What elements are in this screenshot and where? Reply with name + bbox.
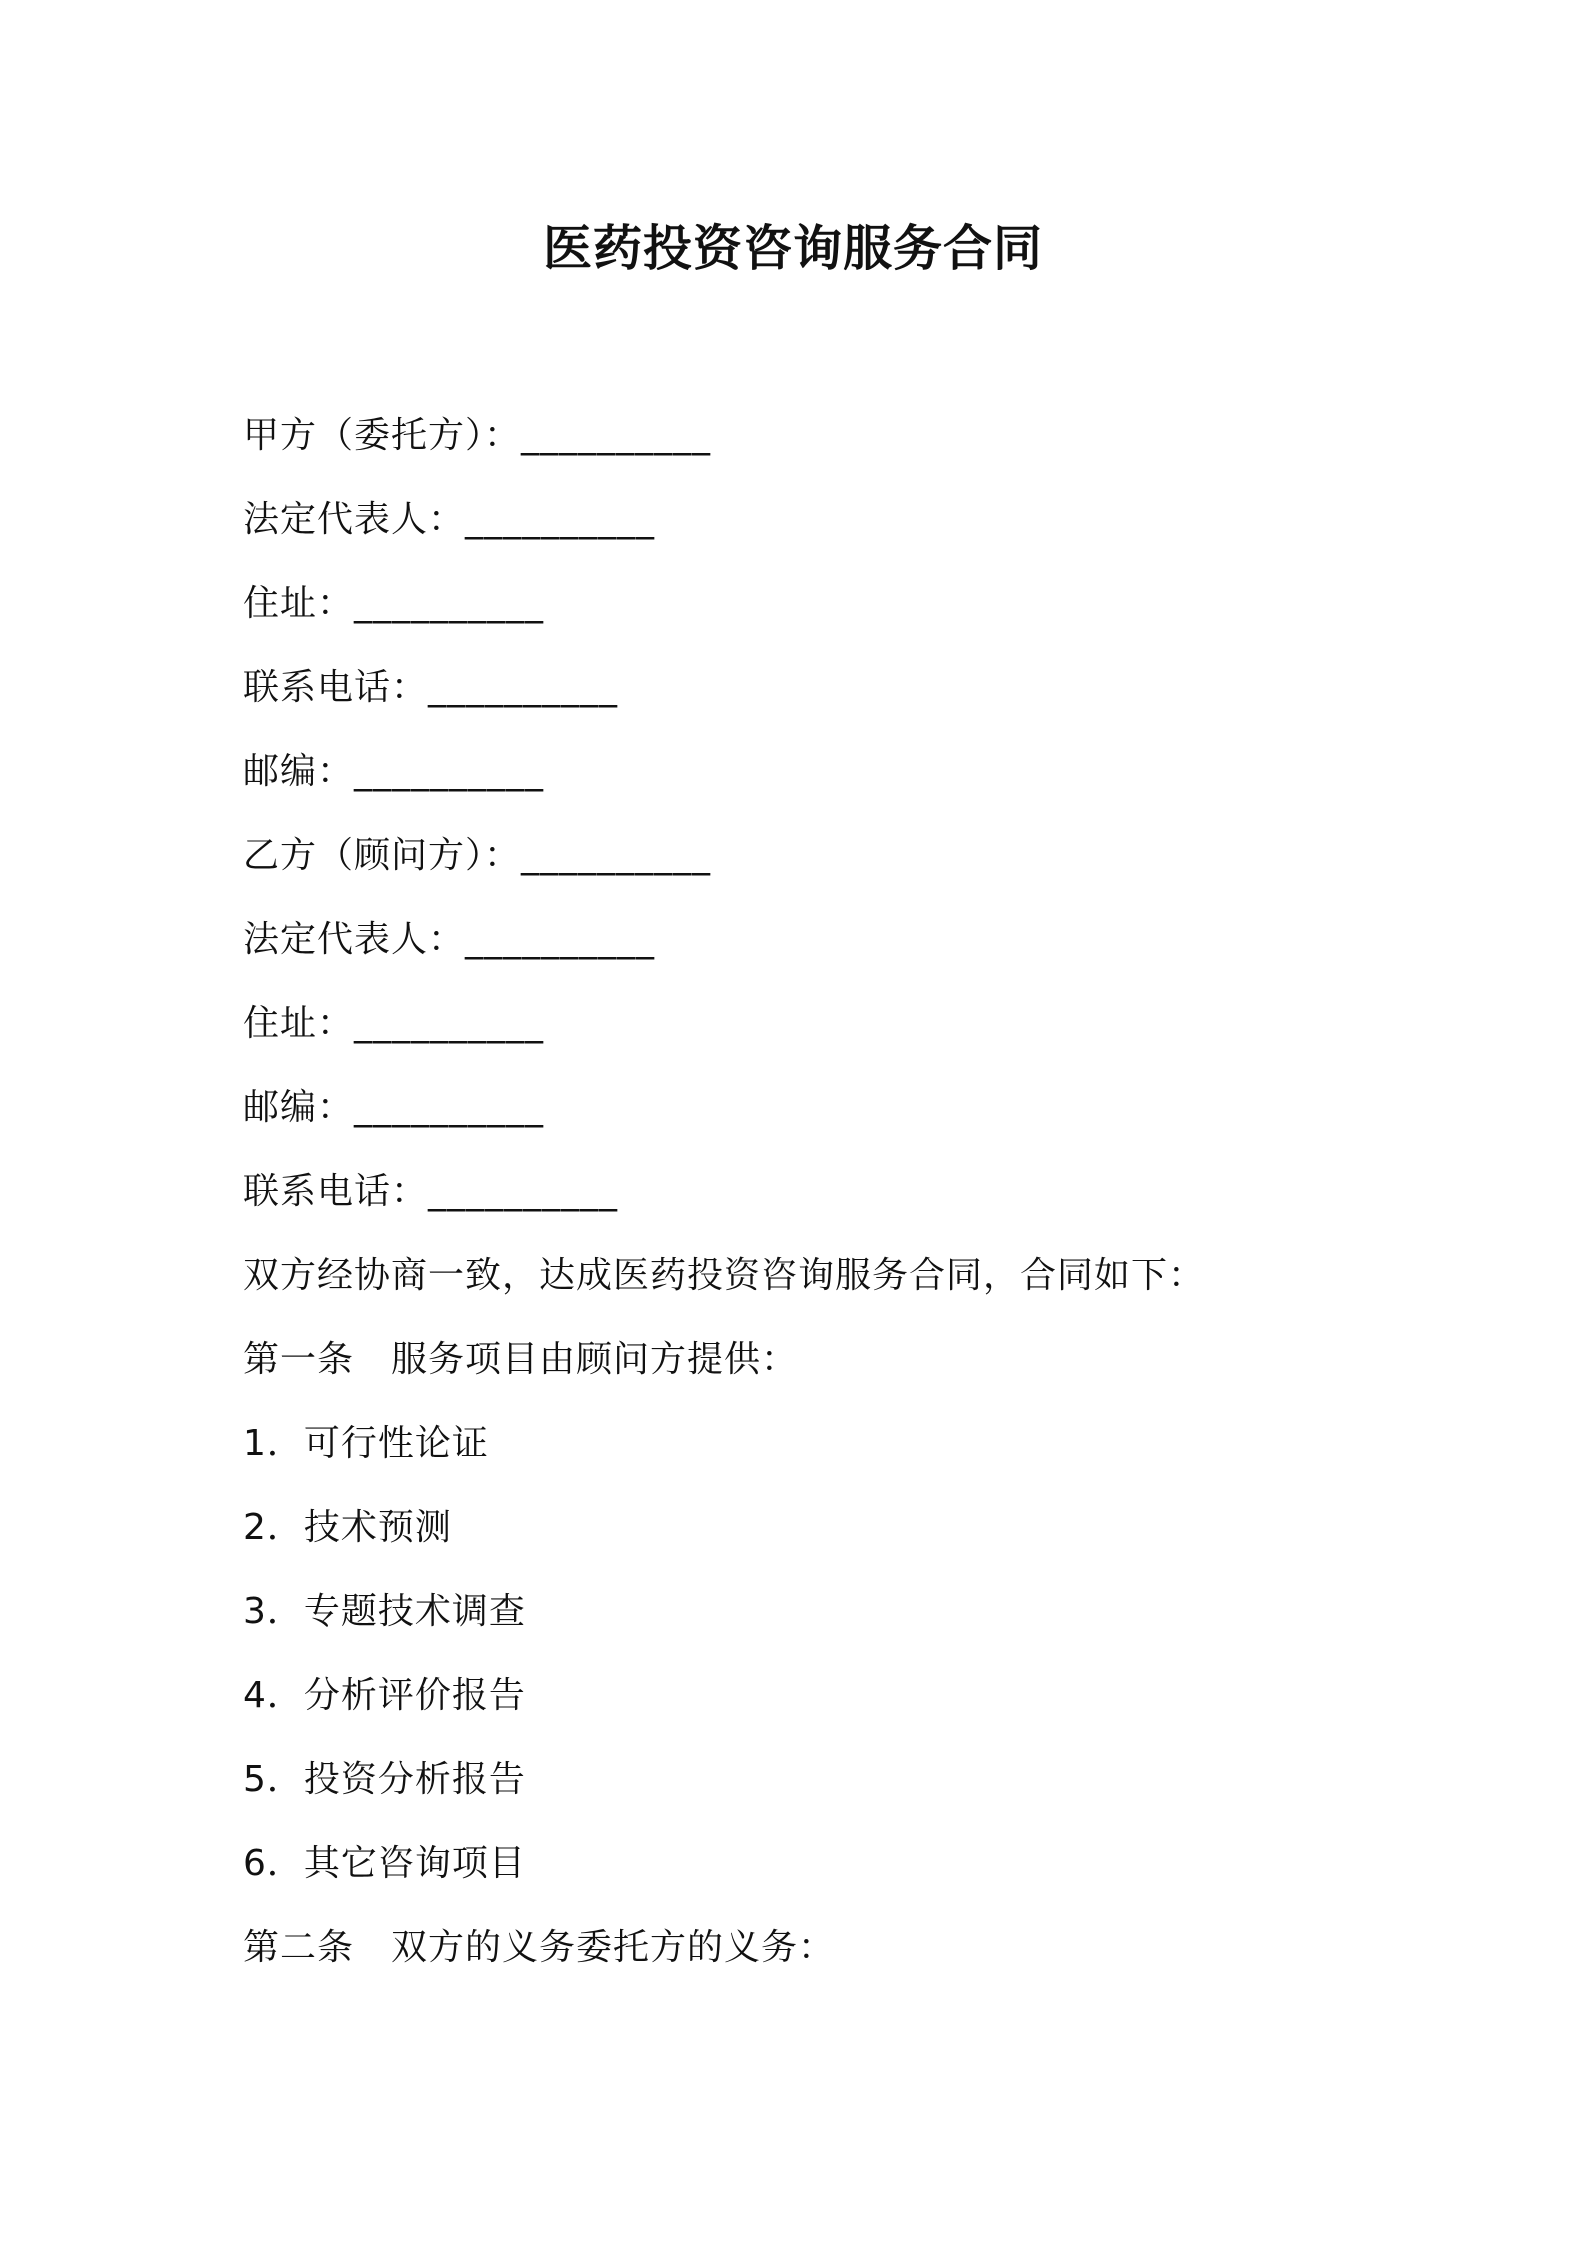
- agreement-intro-paragraph: 双方经协商一致，达成医药投资咨询服务合同，合同如下：: [243, 1255, 1206, 1296]
- service-item: 3．专题技术调查: [243, 1591, 526, 1632]
- article-two-heading: 第二条 双方的义务委托方的义务：: [243, 1927, 836, 1968]
- service-item: 5．投资分析报告: [243, 1759, 526, 1800]
- page-title: 医药投资咨询服务合同: [542, 220, 1043, 277]
- party-a-line: 甲方（委托方）：__________: [243, 415, 712, 456]
- party-b-legal-rep-line: 法定代表人：__________: [243, 919, 656, 960]
- party-b-line: 乙方（顾问方）：__________: [243, 835, 712, 876]
- party-a-legal-rep-line: 法定代表人：__________: [243, 499, 656, 540]
- article-one-heading: 第一条 服务项目由顾问方提供：: [243, 1339, 799, 1380]
- party-a-address-line: 住址：__________: [243, 583, 545, 624]
- party-b-postcode-line: 邮编：__________: [243, 1087, 545, 1128]
- service-item: 6．其它咨询项目: [243, 1843, 526, 1884]
- service-item: 1．可行性论证: [243, 1423, 489, 1464]
- party-b-phone-line: 联系电话：__________: [243, 1171, 619, 1212]
- service-item: 2．技术预测: [243, 1507, 452, 1548]
- service-item: 4．分析评价报告: [243, 1675, 526, 1716]
- party-a-phone-line: 联系电话：__________: [243, 667, 619, 708]
- party-b-address-line: 住址：__________: [243, 1003, 545, 1044]
- party-a-postcode-line: 邮编：__________: [243, 751, 545, 792]
